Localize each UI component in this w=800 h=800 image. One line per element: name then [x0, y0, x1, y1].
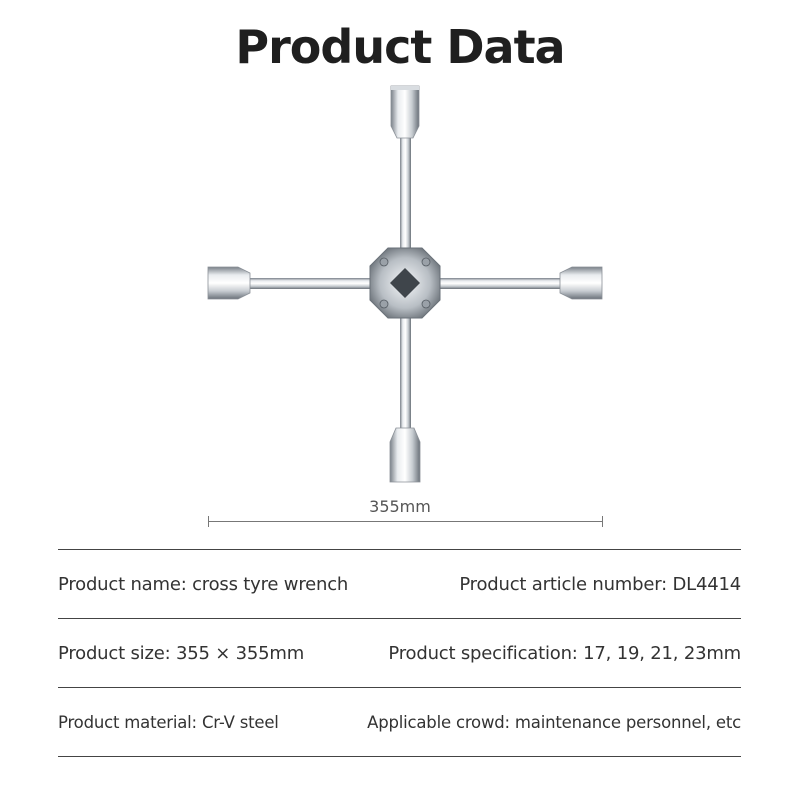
spec-article-number: Product article number: DL4414 — [459, 573, 741, 595]
spec-table — [58, 549, 741, 757]
spec-specification: Product specification: 17, 19, 21, 23mm — [388, 642, 741, 664]
dimension-tick-right — [602, 516, 603, 527]
spec-row — [58, 550, 741, 618]
dimension-line — [208, 521, 602, 522]
dimension-tick-left — [208, 516, 209, 527]
dimension-label: 355mm — [369, 497, 431, 516]
spec-product-name: Product name: cross tyre wrench — [58, 573, 349, 595]
spec-row — [58, 619, 741, 687]
cross-wrench-image — [200, 78, 610, 488]
spec-material: Product material: Cr-V steel — [58, 712, 279, 732]
divider — [58, 756, 741, 757]
spec-product-size: Product size: 355 × 355mm — [58, 642, 305, 664]
spec-applicable-crowd: Applicable crowd: maintenance personnel, etc — [367, 712, 741, 732]
page-title: Product Data — [235, 20, 565, 74]
spec-row — [58, 688, 741, 756]
